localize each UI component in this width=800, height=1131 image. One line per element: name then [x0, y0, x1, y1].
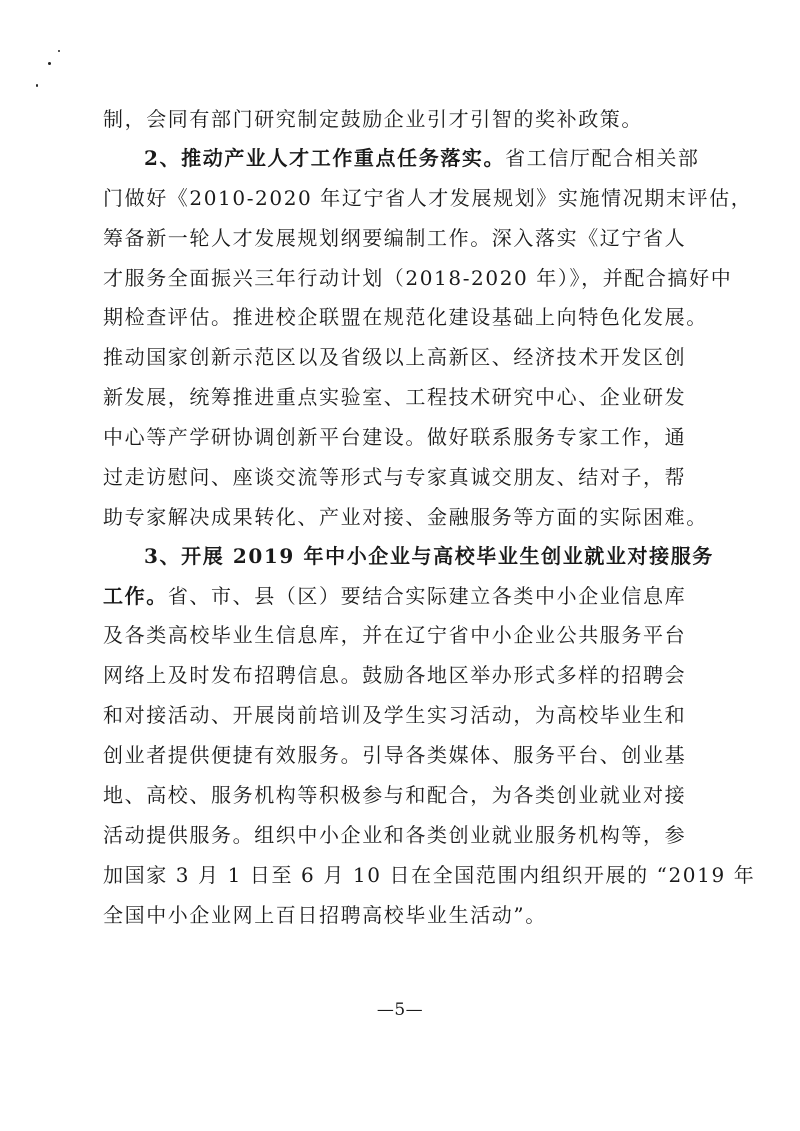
text-line [103, 820, 686, 850]
body-text: 新发展，统筹推进重点实验室、工程技术研究中心、企业研发 [103, 385, 687, 409]
body-text: 过走访慰问、座谈交流等形式与专家真诚交朋友、结对子，帮 [103, 465, 687, 489]
text-line [103, 422, 686, 452]
bold-heading-text: 2、推动产业人才工作重点任务落实。 [144, 146, 506, 170]
text-line [103, 900, 547, 930]
text-line [103, 263, 732, 293]
scan-speck-mark [36, 84, 38, 87]
text-line [103, 860, 755, 890]
text-line [103, 382, 686, 412]
text-line [103, 740, 686, 770]
bold-heading-text: 3、开展 2019 年中小企业与高校毕业生创业就业对接服务 [144, 544, 714, 568]
page-number: —5— [376, 1000, 424, 1020]
body-text: 全国中小企业网上百日招聘高校毕业生活动”。 [103, 903, 547, 927]
body-text: 期检查评估。推进校企联盟在规范化建设基础上向特色化发展。 [103, 305, 708, 329]
body-text: 省工信厅配合相关部 [505, 146, 700, 170]
text-line [103, 104, 643, 134]
body-text: 中心等产学研协调创新平台建设。做好联系服务专家工作，通 [103, 425, 687, 449]
body-text: 制，会同有部门研究制定鼓励企业引才引智的奖补政策。 [103, 107, 643, 131]
text-line [144, 143, 700, 173]
text-line [103, 302, 708, 332]
text-line [103, 780, 686, 810]
text-line [144, 541, 714, 571]
body-text: 和对接活动、开展岗前培训及学生实习活动，为高校毕业生和 [103, 703, 687, 727]
text-line [103, 183, 752, 213]
text-line [103, 462, 686, 492]
body-text: 网络上及时发布招聘信息。鼓励各地区举办形式多样的招聘会 [103, 663, 687, 687]
body-text: 省、市、县（区）要结合实际建立各类中小企业信息库 [167, 584, 687, 608]
scan-speck-mark [58, 50, 60, 52]
body-text: 地、高校、服务机构等积极参与和配合，为各类创业就业对接 [103, 783, 687, 807]
body-text: 及各类高校毕业生信息库，并在辽宁省中小企业公共服务平台 [103, 623, 687, 647]
text-line [103, 223, 686, 253]
text-line [103, 620, 686, 650]
scan-speck-mark [48, 62, 51, 65]
text-line [103, 502, 708, 532]
text-line [103, 581, 686, 611]
body-text: 创业者提供便捷有效服务。引导各类媒体、服务平台、创业基 [103, 743, 687, 767]
body-text: 活动提供服务。组织中小企业和各类创业就业服务机构等，参 [103, 823, 687, 847]
body-text: 加国家 3 月 1 日至 6 月 10 日在全国范围内组织开展的 “2019 年 [103, 863, 756, 887]
body-text: 筹备新一轮人才发展规划纲要编制工作。深入落实《辽宁省人 [103, 226, 687, 250]
body-text: 推动国家创新示范区以及省级以上高新区、经济技术开发区创 [103, 345, 687, 369]
text-line [103, 660, 686, 690]
body-text: 助专家解决成果转化、产业对接、金融服务等方面的实际困难。 [103, 505, 708, 529]
body-text: 才服务全面振兴三年行动计划（2018-2020 年）》，并配合搞好中 [103, 266, 733, 290]
body-text: 门做好《2010-2020 年辽宁省人才发展规划》实施情况期末评估， [103, 186, 753, 210]
bold-heading-text: 工作。 [103, 584, 168, 608]
text-line [103, 700, 686, 730]
text-line [103, 342, 686, 372]
